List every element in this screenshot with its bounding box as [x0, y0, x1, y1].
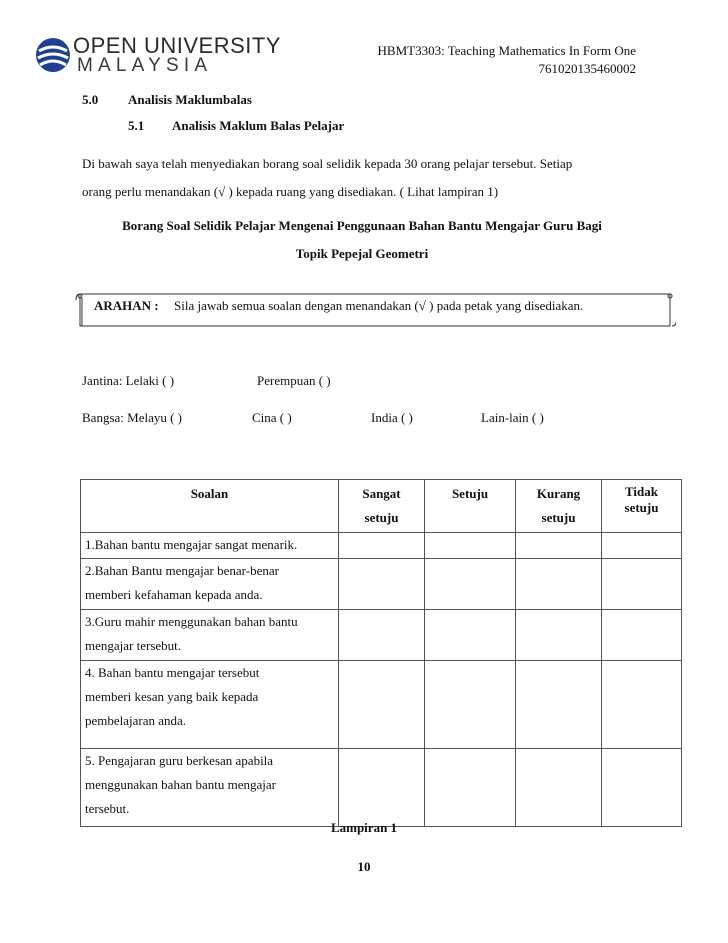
header-agree: Setuju	[425, 480, 516, 533]
answer-cell[interactable]	[339, 661, 425, 749]
intro-line-1: Di bawah saya telah menyediakan borang soal selidik kepada 30 orang pelajar tersebut. Setiap	[82, 156, 573, 171]
header-disagree: Tidak setuju	[602, 480, 682, 533]
subsection-heading	[128, 118, 344, 134]
logo-text-open-university: OPEN UNIVERSITY	[73, 33, 281, 58]
student-id: 761020135460002	[538, 61, 636, 76]
answer-cell[interactable]	[425, 749, 516, 827]
answer-cell[interactable]	[516, 749, 602, 827]
race-malay-field[interactable]: Bangsa: Melayu ( )	[82, 410, 183, 425]
answer-cell[interactable]	[516, 533, 602, 559]
instruction-box	[74, 290, 676, 328]
form-title-line-2: Topik Pepejal Geometri	[295, 246, 429, 261]
question-3: 3.Guru mahir menggunakan bahan bantu mengajar tersebut.	[81, 610, 339, 661]
header-less-agree: Kurang setuju	[516, 480, 602, 533]
university-logo	[33, 33, 281, 76]
page-header	[378, 42, 636, 78]
answer-cell[interactable]	[339, 610, 425, 661]
answer-cell[interactable]	[339, 749, 425, 827]
answer-cell[interactable]	[339, 533, 425, 559]
header-question: Soalan	[81, 480, 339, 533]
section-heading	[82, 92, 252, 108]
answer-cell[interactable]	[602, 533, 682, 559]
answer-cell[interactable]	[602, 661, 682, 749]
section-title: Analisis Maklumbalas	[128, 92, 252, 107]
answer-cell[interactable]	[425, 610, 516, 661]
form-title	[82, 212, 642, 268]
page-number: 10	[357, 859, 371, 874]
table-row	[81, 559, 682, 610]
table-row	[81, 610, 682, 661]
intro-paragraph	[82, 150, 642, 206]
race-indian-field[interactable]: India ( )	[371, 410, 413, 425]
form-title-line-1: Borang Soal Selidik Pelajar Mengenai Penggunaan Bahan Bantu Mengajar Guru Bagi	[122, 218, 602, 233]
race-others-field[interactable]: Lain-lain ( )	[481, 410, 544, 425]
globe-logo-icon	[33, 35, 73, 75]
answer-cell[interactable]	[602, 610, 682, 661]
intro-line-2: orang perlu menandakan (√ ) kepada ruang yang disediakan. ( Lihat lampiran 1)	[82, 184, 499, 199]
question-2: 2.Bahan Bantu mengajar benar-benar memberi kefahaman kepada anda.	[81, 559, 339, 610]
table-row	[81, 661, 682, 749]
answer-cell[interactable]	[602, 559, 682, 610]
answer-cell[interactable]	[425, 661, 516, 749]
answer-cell[interactable]	[516, 661, 602, 749]
course-title: HBMT3303: Teaching Mathematics In Form One	[377, 43, 636, 58]
race-chinese-field[interactable]: Cina ( )	[252, 410, 292, 425]
answer-cell[interactable]	[602, 749, 682, 827]
question-4: 4. Bahan bantu mengajar tersebut memberi kesan yang baik kepada pembelajaran anda.	[81, 661, 339, 749]
answer-cell[interactable]	[516, 559, 602, 610]
gender-female-field[interactable]: Perempuan ( )	[257, 373, 331, 388]
question-1: 1.Bahan bantu mengajar sangat menarik.	[81, 533, 339, 559]
instruction-label: ARAHAN :	[94, 298, 159, 313]
table-row	[81, 749, 682, 827]
answer-cell[interactable]	[425, 533, 516, 559]
answer-cell[interactable]	[516, 610, 602, 661]
answer-cell[interactable]	[425, 559, 516, 610]
gender-male-field[interactable]: Jantina: Lelaki ( )	[82, 373, 175, 388]
appendix-label: Lampiran 1	[330, 820, 398, 835]
header-strongly-agree: Sangat setuju	[339, 480, 425, 533]
section-number: 5.0	[82, 92, 99, 107]
subsection-title: Analisis Maklum Balas Pelajar	[172, 118, 345, 133]
answer-cell[interactable]	[339, 559, 425, 610]
subsection-number: 5.1	[128, 118, 145, 133]
instruction-text: Sila jawab semua soalan dengan menandakan (√ ) pada petak yang disediakan.	[174, 298, 584, 313]
table-header-row	[81, 480, 682, 533]
logo-text-malaysia: MALAYSIA	[77, 55, 213, 76]
question-5: 5. Pengajaran guru berkesan apabila menggunakan bahan bantu mengajar tersebut.	[81, 749, 339, 827]
table-row	[81, 533, 682, 559]
survey-table	[80, 479, 682, 827]
